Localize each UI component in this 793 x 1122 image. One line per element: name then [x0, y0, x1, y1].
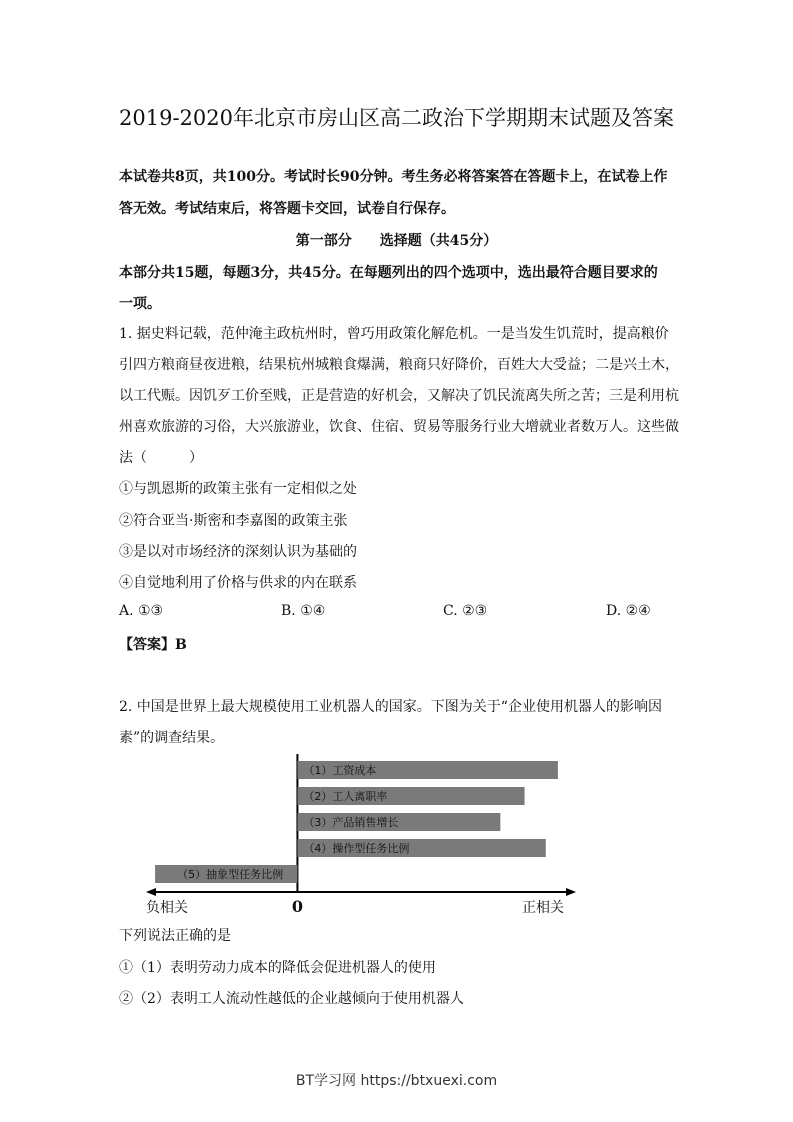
survey-bar-chart — [140, 748, 580, 918]
q1-statement-2: ②符合亚当·斯密和李嘉图的政策主张 — [119, 513, 348, 529]
section-heading: 第一部分 选择题（共45分） — [295, 233, 498, 249]
tick-zero: 0 — [291, 897, 303, 916]
bar-label-4: （4）操作型任务比例 — [303, 842, 410, 855]
q2-stem-line-2: 素”的调查结果。 — [119, 730, 225, 746]
left-arrow-icon — [146, 888, 156, 896]
q1-option-d: D. ②④ — [606, 603, 651, 619]
q2-after-chart: 下列说法正确的是 — [119, 928, 231, 944]
bar-label-5: （5）抽象型任务比例 — [177, 868, 284, 881]
footer-site: BT学习网 https://btxuexi.com — [295, 1073, 498, 1089]
q1-option-c: C. ②③ — [443, 603, 488, 619]
bar-label-1: （1）工资成本 — [303, 764, 377, 777]
intro-line-2: 答无效。考试结束后，将答题卡交回，试卷自行保存。 — [119, 201, 455, 217]
bar-label-3: （3）产品销售增长 — [303, 816, 399, 829]
q1-stem-line-3: 以工代赈。因饥歹工价至贱，正是营造的好机会，又解决了饥民流离失所之苦；三是利用杭 — [119, 388, 679, 404]
q1-option-a: A. ①③ — [119, 603, 164, 619]
section-desc-1: 本部分共15题，每题3分，共45分。在每题列出的四个选项中，选出最符合题目要求的 — [119, 265, 658, 281]
q1-stem-line-1: 1. 据史料记载，范仲淹主政杭州时，曾巧用政策化解危机。一是当发生饥荒时，提高粮价 — [119, 326, 669, 342]
bar-label-2: （2）工人离职率 — [303, 790, 388, 803]
q1-stem-line-2: 引四方粮商昼夜进粮，结果杭州城粮食爆满，粮商只好降价，百姓大大受益；二是兴土木， — [119, 357, 679, 373]
q2-statement-2: ②（2）表明工人流动性越低的企业越倾向于使用机器人 — [119, 991, 464, 1007]
page-title: 2019-2020年北京市房山区高二政治下学期期末试题及答案 — [119, 106, 674, 130]
q1-stem-line-5: 法（ ） — [119, 450, 203, 466]
q2-stem-line-1: 2. 中国是世界上最大规模使用工业机器人的国家。下图为关于“企业使用机器人的影响因 — [119, 699, 662, 715]
q1-option-b: B. ①④ — [281, 603, 326, 619]
intro-line-1: 本试卷共8页，共100分。考试时长90分钟。考生务必将答案答在答题卡上，在试卷上作 — [119, 169, 668, 185]
q1-statement-1: ①与凯恩斯的政策主张有一定相似之处 — [119, 481, 357, 497]
q1-stem-line-4: 州喜欢旅游的习俗，大兴旅游业，饮食、住宿、贸易等服务行业大增就业者数万人。这些做 — [119, 419, 679, 435]
tick-positive: 正相关 — [522, 900, 564, 916]
q1-statement-4: ④自觉地利用了价格与供求的内在联系 — [119, 575, 357, 591]
section-desc-2: 一项。 — [119, 296, 161, 312]
q2-statement-1: ①（1）表明劳动力成本的降低会促进机器人的使用 — [119, 960, 436, 976]
q1-answer: 【答案】B — [119, 637, 187, 653]
tick-negative: 负相关 — [146, 900, 188, 916]
right-arrow-icon — [566, 888, 576, 896]
q1-statement-3: ③是以对市场经济的深刻认识为基础的 — [119, 544, 357, 560]
